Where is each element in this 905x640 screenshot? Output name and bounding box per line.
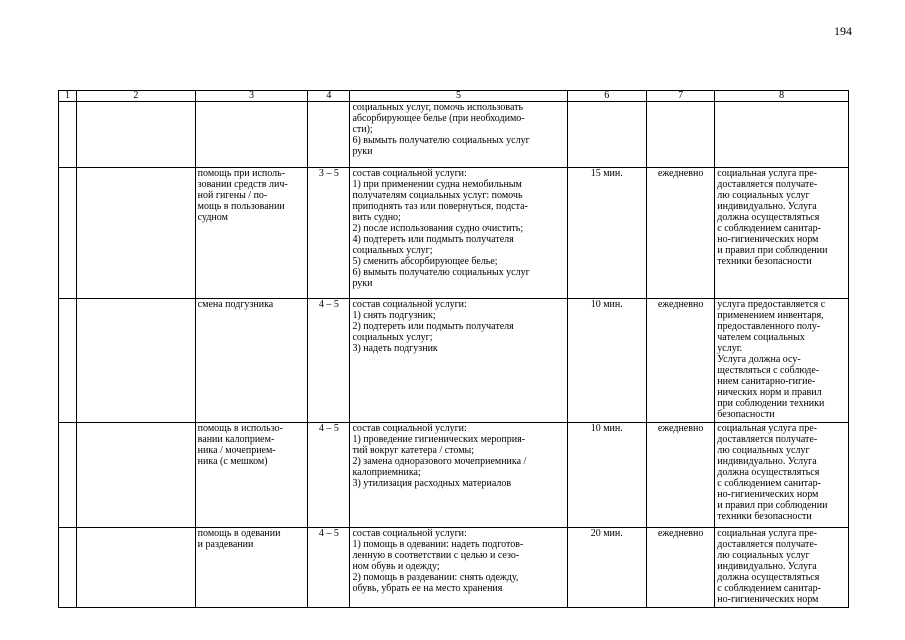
condition-line: нических норм и правил xyxy=(717,387,822,398)
service-content-line: 6) вымыть получателю социальных услуг xyxy=(352,135,530,146)
row-index-cell xyxy=(59,102,77,168)
service-content-line: 4) подтереть или подмыть получателя xyxy=(352,234,514,245)
norm-cell: 3 – 5 xyxy=(308,168,350,299)
condition-line: с соблюдением санитар- xyxy=(717,478,821,489)
condition-line: индивидуально. Услуга xyxy=(717,201,817,212)
service-content-cell xyxy=(350,299,567,423)
time-cell: 10 мин. xyxy=(567,423,646,528)
service-content-line: 3) надеть подгузник xyxy=(352,343,438,354)
service-name-line: ника / мочеприем- xyxy=(197,445,276,456)
column-header: 3 xyxy=(195,91,308,102)
condition-line: лю социальных услуг xyxy=(717,445,810,456)
condition-line: нием санитарно-гигие- xyxy=(717,376,816,387)
condition-line: техники безопасности xyxy=(717,511,812,522)
column-header: 2 xyxy=(77,91,196,102)
service-content-line: 2) помощь в раздевании: снять одежду, xyxy=(352,572,519,583)
service-name-line: ной гигены / по- xyxy=(197,190,268,201)
service-content-line: 1) помощь в одевании: надеть подготов- xyxy=(352,539,524,550)
service-content-cell xyxy=(350,102,567,168)
condition-line: должна осуществляться xyxy=(717,467,820,478)
service-content-line: получателям социальных услуг: помочь xyxy=(352,190,523,201)
condition-line: индивидуально. Услуга xyxy=(717,561,817,572)
row-index-cell xyxy=(59,168,77,299)
service-content-cell xyxy=(350,168,567,299)
table-row xyxy=(59,423,849,528)
service-name-line: зовании средств лич- xyxy=(197,179,288,190)
row-empty-cell xyxy=(77,168,196,299)
service-content-line: вить судно; xyxy=(352,212,401,223)
time-cell: 20 мин. xyxy=(567,528,646,608)
condition-line: ществляться с соблюде- xyxy=(717,365,820,376)
service-content-line: ном обувь и одежду; xyxy=(352,561,440,572)
service-content-line: состав социальной услуги: xyxy=(352,528,467,539)
service-content-line: 1) снять подгузник; xyxy=(352,310,436,321)
condition-line: Услуга должна осу- xyxy=(717,354,801,365)
condition-line: техники безопасности xyxy=(717,256,812,267)
row-index-cell xyxy=(59,299,77,423)
column-header: 7 xyxy=(646,91,714,102)
table-row xyxy=(59,102,849,168)
row-index-cell xyxy=(59,423,77,528)
service-name-line: помощь при исполь- xyxy=(197,168,286,179)
conditions-cell xyxy=(715,102,849,168)
service-content-line: 5) сменить абсорбирующее белье; xyxy=(352,256,498,267)
service-content-line: приподнять таз или повернуться, подста- xyxy=(352,201,528,212)
condition-line: лю социальных услуг xyxy=(717,550,810,561)
norm-cell: 4 – 5 xyxy=(308,299,350,423)
column-header: 8 xyxy=(715,91,849,102)
service-content-line: 3) утилизация расходных материалов xyxy=(352,478,512,489)
conditions-cell xyxy=(715,528,849,608)
condition-line: но-гигиенических норм xyxy=(717,489,819,500)
table-row xyxy=(59,299,849,423)
service-content-line: социальных услуг; xyxy=(352,245,433,256)
condition-line: с соблюдением санитар- xyxy=(717,223,821,234)
service-name-line: мощь в пользовании xyxy=(197,201,285,212)
service-content-line: социальных услуг; xyxy=(352,332,433,343)
time-cell: 15 мин. xyxy=(567,168,646,299)
frequency-cell: ежедневно xyxy=(646,528,714,608)
service-name-cell xyxy=(195,423,308,528)
service-content-line: руки xyxy=(352,146,373,157)
service-content-line: сти); xyxy=(352,124,373,135)
table-header-row xyxy=(59,91,849,102)
condition-line: но-гигиенических норм xyxy=(717,594,819,605)
condition-line: социальная услуга пре- xyxy=(717,423,817,434)
condition-line: социальная услуга пре- xyxy=(717,168,817,179)
service-name-line: помощь в использо- xyxy=(197,423,283,434)
condition-line: но-гигиенических норм xyxy=(717,234,819,245)
service-name-cell xyxy=(195,528,308,608)
condition-line: доставляется получате- xyxy=(717,179,818,190)
service-content-line: обувь, убрать ее на место хранения xyxy=(352,583,503,594)
norm-cell: 4 – 5 xyxy=(308,423,350,528)
condition-line: услуга предоставляется с xyxy=(717,299,826,310)
service-name-line: вании калоприем- xyxy=(197,434,275,445)
table-row xyxy=(59,528,849,608)
page-number: 194 xyxy=(834,24,852,38)
frequency-cell: ежедневно xyxy=(646,168,714,299)
norm-cell: 4 – 5 xyxy=(308,528,350,608)
service-content-line: 2) после использования судно очистить; xyxy=(352,223,524,234)
condition-line: индивидуально. Услуга xyxy=(717,456,817,467)
service-content-line: состав социальной услуги: xyxy=(352,168,467,179)
service-content-line: 2) замена одноразового мочеприемника / xyxy=(352,456,527,467)
condition-line: предоставленного полу- xyxy=(717,321,821,332)
row-empty-cell xyxy=(77,102,196,168)
condition-line: чателем социальных xyxy=(717,332,805,343)
service-content-cell xyxy=(350,528,567,608)
service-name-line: смена подгузника xyxy=(197,299,274,310)
row-empty-cell xyxy=(77,528,196,608)
time-cell xyxy=(567,102,646,168)
service-name-line: и раздевании xyxy=(197,539,254,550)
service-content-line: 1) проведение гигиенических мероприя- xyxy=(352,434,526,445)
condition-line: лю социальных услуг xyxy=(717,190,810,201)
service-content-line: 2) подтереть или подмыть получателя xyxy=(352,321,514,332)
services-table xyxy=(58,90,849,608)
service-content-line: состав социальной услуги: xyxy=(352,423,467,434)
service-content-line: 1) при применении судна немобильным xyxy=(352,179,522,190)
row-index-cell xyxy=(59,528,77,608)
condition-line: при соблюдении техники xyxy=(717,398,825,409)
norm-cell xyxy=(308,102,350,168)
condition-line: услуг. xyxy=(717,343,743,354)
condition-line: и правил при соблюдении xyxy=(717,245,828,256)
service-name-cell xyxy=(195,299,308,423)
condition-line: социальная услуга пре- xyxy=(717,528,817,539)
frequency-cell xyxy=(646,102,714,168)
row-empty-cell xyxy=(77,299,196,423)
column-header: 5 xyxy=(350,91,567,102)
service-content-line: абсорбирующее белье (при необходимо- xyxy=(352,113,525,124)
conditions-cell xyxy=(715,423,849,528)
condition-line: с соблюдением санитар- xyxy=(717,583,821,594)
condition-line: должна осуществляться xyxy=(717,572,820,583)
service-name-line: ника (с мешком) xyxy=(197,456,268,467)
service-name-line: помощь в одевании xyxy=(197,528,281,539)
service-name-line: судном xyxy=(197,212,228,223)
condition-line: доставляется получате- xyxy=(717,539,818,550)
row-empty-cell xyxy=(77,423,196,528)
service-content-line: тий вокруг катетера / стомы; xyxy=(352,445,475,456)
time-cell: 10 мин. xyxy=(567,299,646,423)
condition-line: и правил при соблюдении xyxy=(717,500,828,511)
condition-line: применением инвентаря, xyxy=(717,310,824,321)
service-content-line: 6) вымыть получателю социальных услуг xyxy=(352,267,530,278)
condition-line: безопасности xyxy=(717,409,775,420)
table-row xyxy=(59,168,849,299)
service-name-cell xyxy=(195,168,308,299)
column-header: 6 xyxy=(567,91,646,102)
service-content-cell xyxy=(350,423,567,528)
frequency-cell: ежедневно xyxy=(646,423,714,528)
service-content-line: состав социальной услуги: xyxy=(352,299,467,310)
column-header: 4 xyxy=(308,91,350,102)
frequency-cell: ежедневно xyxy=(646,299,714,423)
service-content-line: ленную в соответствии с целью и сезо- xyxy=(352,550,520,561)
service-content-line: социальных услуг, помочь использовать xyxy=(352,102,524,113)
column-header: 1 xyxy=(59,91,77,102)
condition-line: доставляется получате- xyxy=(717,434,818,445)
service-name-cell xyxy=(195,102,308,168)
conditions-cell xyxy=(715,299,849,423)
condition-line: должна осуществляться xyxy=(717,212,820,223)
conditions-cell xyxy=(715,168,849,299)
service-content-line: калоприемника; xyxy=(352,467,421,478)
service-content-line: руки xyxy=(352,278,373,289)
